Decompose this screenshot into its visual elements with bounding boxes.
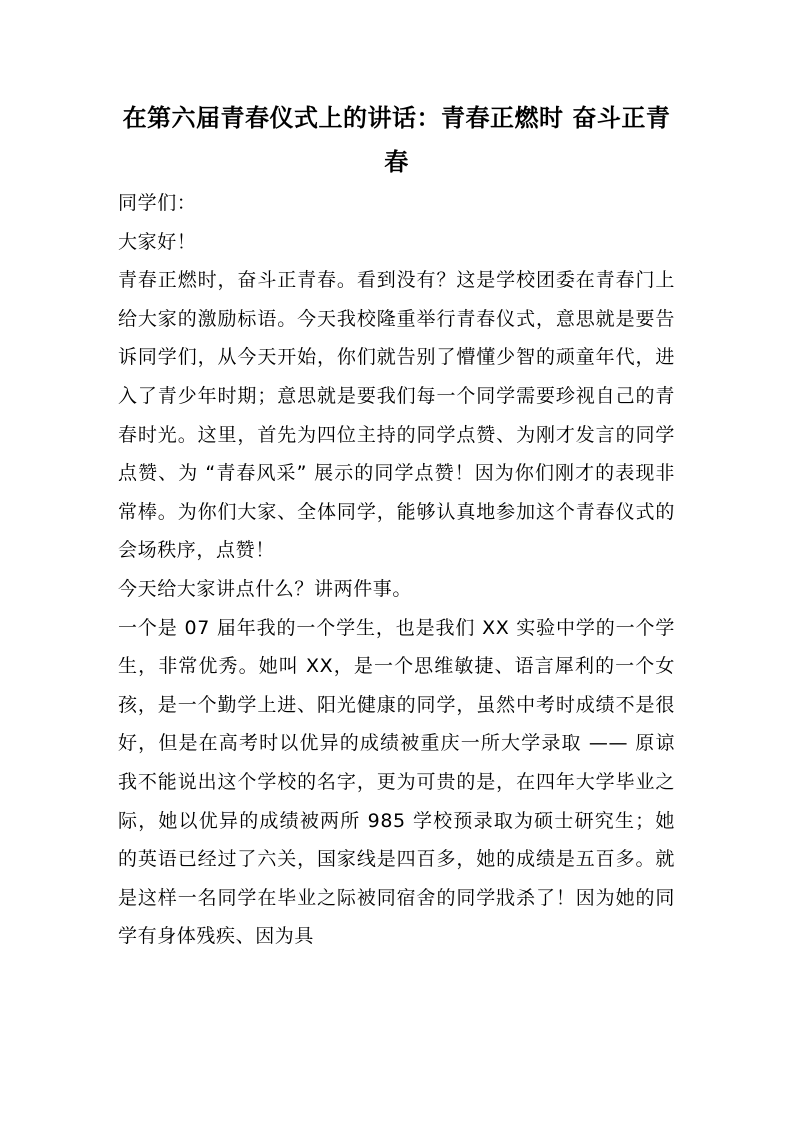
paragraph-story: 一个是 07 届年我的一个学生，也是我们 XX 实验中学的一个学生，非常优秀。她叫 XX，是一个思维敏捷、语言犀利的一个女孩，是一个勤学上进、阳光健康的同学，虽然中考时成绩不是很好，但是在高考时以优异的成绩被重庆一所大学录取 —— 原谅我不能说出这个学校的名字，更为可贵的是，在四年大学毕业之际，她以优异的成绩被两所 985 学校预录取为硕士研究生；她的英语已经过了六关，国家线是四百多，她的成绩是五百多。就是这样一名同学在毕业之际被同宿舍的同学戕杀了！因为她的同学有身体残疾、因为具 — [118, 616, 675, 948]
document-title: 在第六届青春仪式上的讲话：青春正燃时 奋斗正青春 — [122, 104, 671, 176]
document-body — [118, 184, 675, 956]
paragraph-opening: 青春正燃时，奋斗正青春。看到没有？这是学校团委在青春门上给大家的激励标语。今天我校隆重举行青春仪式，意思就是要告诉同学们，从今天开始，你们就告别了懵懂少智的顽童年代，进入了青少年时期；意思就是要我们每一个同学需要珍视自己的青春时光。这里，首先为四位主持的同学点赞、为刚才发言的同学点赞、为 “青春风采” 展示的同学点赞！因为你们刚才的表现非常棒。为你们大家、全体同学，能够认真地参加这个青春仪式的会场秩序，点赞！ — [118, 269, 675, 562]
paragraph-greeting: 大家好！ — [118, 230, 197, 253]
paragraph-salutation: 同学们： — [118, 192, 197, 214]
paragraph-topic: 今天给大家讲点什么？讲两件事。 — [118, 577, 413, 600]
